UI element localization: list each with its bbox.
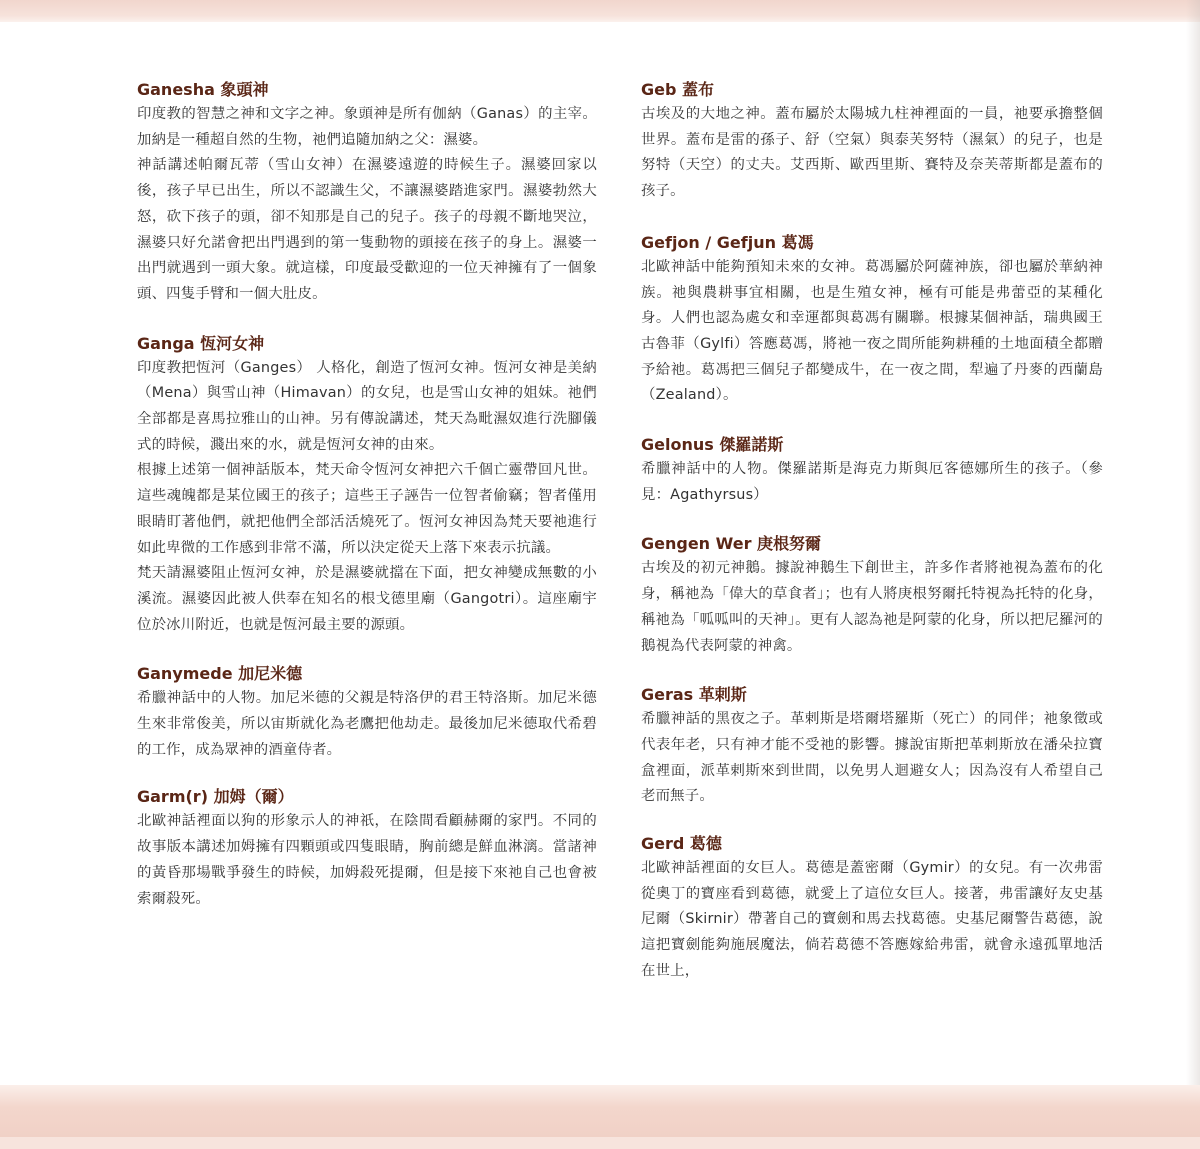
paragraph: 梵天請濕婆阻止恆河女神，於是濕婆就擋在下面，把女神變成無數的小溪流。濕婆因此被人供奉在知名的根戈德里廟（Gangotri）。這座廟宇位於冰川附近，也就是恆河最主要的源頭。 [137,565,597,633]
entry-title: Gerd 葛德 [641,834,722,854]
entry-title: Ganga 恆河女神 [137,333,265,353]
entry-body [137,102,597,308]
entry-body [641,457,1103,508]
entry-title: Geb 蓋布 [641,80,715,99]
entry-gerd [641,834,1103,985]
entry-title: Geras 革剌斯 [641,685,747,705]
paragraph: 北歐神話裡面以狗的形象示人的神祇，在陰間看顧赫爾的家門。不同的故事版本講述加姆擁有四顆頭或四隻眼睛，胸前總是鮮血淋漓。當諸神的黃昏那場戰爭發生的時候，加姆殺死提爾，但是接下來祂自己也會被索爾殺死。 [137,813,597,907]
entry-body [641,102,1103,205]
page-edge-shadow [1186,0,1200,1149]
entry-body [137,356,597,639]
entry-geras [641,685,1103,810]
entry-title: Gengen Wer 庚根努爾 [641,534,822,554]
bottom-border-band [0,1085,1200,1149]
entry-ganga [137,334,597,639]
entry-gengen-wer [641,534,1103,659]
paragraph: 根據上述第一個神話版本，梵天命令恆河女神把六千個亡靈帶回凡世。這些魂魄都是某位國王的孩子；這些王子誣告一位智者偷竊；智者僅用眼睛盯著他們，就把他們全部活活燒死了。恆河女神因為梵天要祂進行如此卑微的工作感到非常不滿，所以決定從天上落下來表示抗議。 [137,462,597,556]
entry-body [641,556,1103,659]
paragraph: 印度教把恆河（Ganges） 人格化，創造了恆河女神。恆河女神是美納（Mena）與雪山神（Himavan）的女兒，也是雪山女神的姐妹。祂們全部都是喜馬拉雅山的山神。另有傳說講述，梵天為毗濕奴進行洗腳儀式的時候，濺出來的水，就是恆河女神的由來。 [137,359,597,453]
left-column [137,80,597,912]
entry-garm [137,787,597,912]
paragraph: 希臘神話中的人物。傑羅諾斯是海克力斯與厄客德娜所生的孩子。（參見：Agathyrsus） [641,461,1103,503]
entry-title: Gelonus 傑羅諾斯 [641,435,784,455]
entry-gefjon [641,233,1103,409]
paragraph: 古埃及的大地之神。蓋布屬於太陽城九柱神裡面的一員，祂要承擔整個世界。蓋布是雷的孫子、舒（空氣）與泰芙努特（濕氣）的兒子，也是努特（天空）的丈夫。艾西斯、歐西里斯、賽特及奈芙蒂斯都是蓋布的孩子。 [641,106,1103,200]
entry-body [137,809,597,912]
entry-body [641,856,1103,985]
paragraph: 北歐神話裡面的女巨人。葛德是蓋密爾（Gymir）的女兒。有一次弗雷從奧丁的寶座看到葛德，就愛上了這位女巨人。接著，弗雷讓好友史基尼爾（Skirnir）帶著自己的寶劍和馬去找葛德。史基尼爾警告葛德，說這把寶劍能夠施展魔法，倘若葛德不答應嫁給弗雷，就會永遠孤單地活在世上， [641,860,1103,979]
right-column [641,80,1103,985]
entry-body [137,686,597,763]
entry-body [641,255,1103,409]
paragraph: 北歐神話中能夠預知未來的女神。葛馮屬於阿薩神族，卻也屬於華納神族。祂與農耕事宜相關，也是生殖女神，極有可能是弗蕾亞的某種化身。人們也認為處女和幸運都與葛馮有關聯。根據某個神話，瑞典國王古魯菲（Gylfi）答應葛馮，將祂一夜之間所能夠耕種的土地面積全都贈予給祂。葛馮把三個兒子都變成牛，在一夜之間，犁遍了丹麥的西蘭島（Zealand）。 [641,258,1103,404]
paragraph: 希臘神話的黑夜之子。革剌斯是塔爾塔羅斯（死亡）的同伴；祂象徵或代表年老，只有神才能不受祂的影響。據說宙斯把革剌斯放在潘朵拉寶盒裡面，派革剌斯來到世間，以免男人迴避女人；因為沒有人希望自己老而無子。 [641,711,1103,805]
entry-title: Gefjon / Gefjun 葛馮 [641,232,814,252]
entry-title: Garm(r) 加姆（爾） [137,787,294,807]
paragraph: 古埃及的初元神鵝。據說神鵝生下創世主，許多作者將祂視為蓋布的化身，稱祂為「偉大的草食者」；也有人將庚根努爾托特視為托特的化身，稱祂為「呱呱叫的天神」。更有人認為祂是阿蒙的化身，所以把尼羅河的鵝視為代表阿蒙的神禽。 [641,560,1103,654]
top-border-band [0,0,1200,22]
entry-gelonus [641,435,1103,508]
entry-ganesha [137,80,597,308]
entry-body [641,707,1103,810]
paragraph: 希臘神話中的人物。加尼米德的父親是特洛伊的君王特洛斯。加尼米德生來非常俊美，所以宙斯就化為老鷹把他劫走。最後加尼米德取代希碧的工作，成為眾神的酒童侍者。 [137,690,597,758]
entry-title: Ganesha 象頭神 [137,80,269,99]
paragraph: 神話講述帕爾瓦蒂（雪山女神）在濕婆遠遊的時候生子。濕婆回家以後，孩子早已出生，所以不認識生父，不讓濕婆踏進家門。濕婆勃然大怒，砍下孩子的頭，卻不知那是自己的兒子。孩子的母親不斷地哭泣，濕婆只好允諾會把出門遇到的第一隻動物的頭接在孩子的身上。濕婆一出門就遇到一頭大象。就這樣，印度最受歡迎的一位天神擁有了一個象頭、四隻手臂和一個大肚皮。 [137,157,597,302]
entry-title: Ganymede 加尼米德 [137,664,303,684]
paragraph: 印度教的智慧之神和文字之神。象頭神是所有伽納（Ganas）的主宰。加納是一種超自然的生物，祂們追隨加納之父：濕婆。 [137,106,597,148]
entry-geb [641,80,1103,205]
entry-ganymede [137,664,597,763]
